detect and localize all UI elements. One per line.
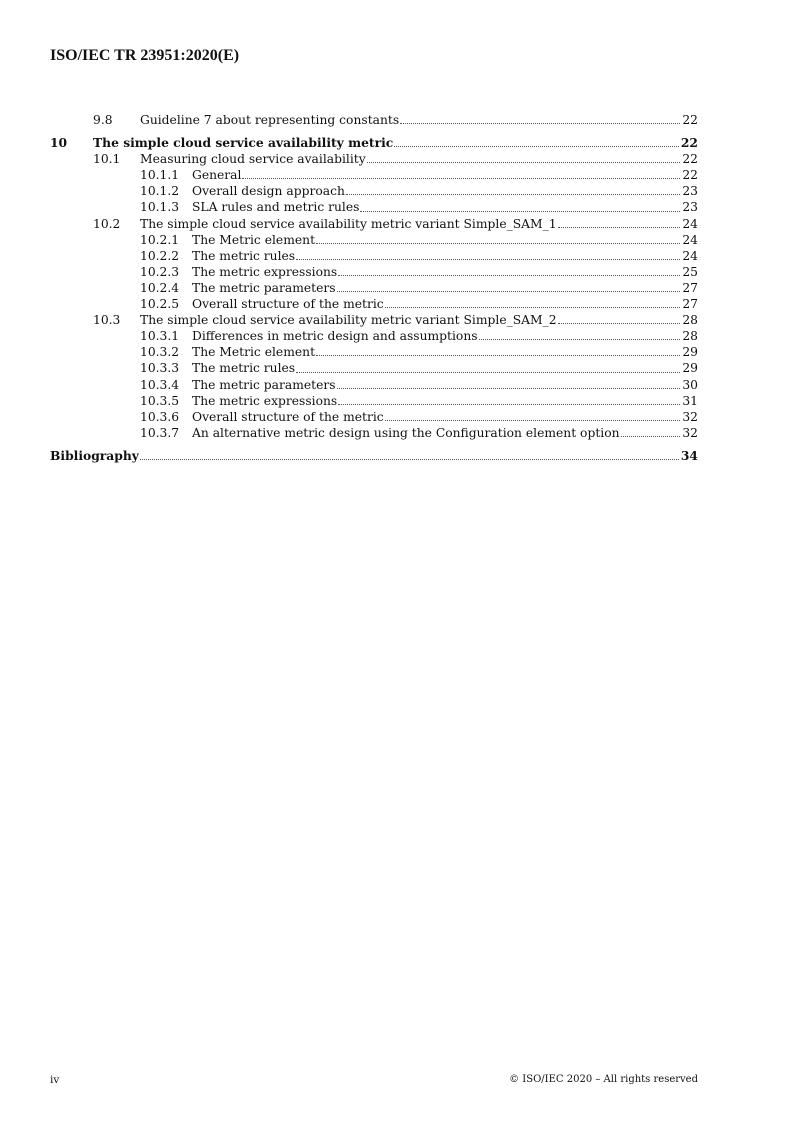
toc-entry-page: 32 xyxy=(682,409,698,424)
toc-entry[interactable] xyxy=(50,280,698,296)
toc-entry[interactable] xyxy=(50,425,698,441)
toc-entry-number: 10.2.3 xyxy=(140,264,180,279)
copyright-notice: © ISO/IEC 2020 – All rights reserved xyxy=(509,1074,698,1085)
toc-entry-page: 22 xyxy=(682,168,698,183)
dot-leader xyxy=(346,194,680,195)
dot-leader xyxy=(338,275,680,276)
toc-entry[interactable] xyxy=(50,344,698,360)
toc-entry[interactable] xyxy=(50,199,698,215)
dot-leader xyxy=(337,291,681,292)
toc-entry-page: 23 xyxy=(682,200,698,215)
dot-leader xyxy=(140,459,679,460)
toc-entry-title: The metric rules xyxy=(192,361,296,376)
dot-leader xyxy=(337,388,681,389)
toc-entry[interactable] xyxy=(50,409,698,425)
dot-leader xyxy=(479,339,681,340)
toc-entry-number: 10.2.4 xyxy=(140,280,180,295)
toc-entry-title: SLA rules and metric rules xyxy=(192,200,360,215)
toc-entry-number: 10.1 xyxy=(93,152,121,167)
toc-entry-page: 28 xyxy=(682,329,698,344)
toc-entry-number: 10.1.2 xyxy=(140,184,180,199)
toc-entry-title: The Metric element xyxy=(192,345,316,360)
toc-entry-page: 27 xyxy=(682,280,698,295)
toc-entry-page: 30 xyxy=(682,377,698,392)
toc-entry-number: 10.2.1 xyxy=(140,232,180,247)
toc-entry-number: 10.3.2 xyxy=(140,345,180,360)
dot-leader xyxy=(316,355,680,356)
dot-leader xyxy=(296,259,680,260)
toc-entry-title: Overall structure of the metric xyxy=(192,409,384,424)
toc-entry-title: The metric expressions xyxy=(192,393,338,408)
dot-leader xyxy=(558,323,681,324)
page-number-label: iv xyxy=(50,1074,60,1086)
toc-entry[interactable] xyxy=(50,183,698,199)
toc-entry[interactable] xyxy=(50,264,698,280)
toc-entry-title: An alternative metric design using the Configuration element option xyxy=(192,425,620,440)
dot-leader xyxy=(316,243,680,244)
toc-entry-title: Overall structure of the metric xyxy=(192,297,384,312)
toc-entry-page: 29 xyxy=(682,345,698,360)
toc-entry-title: Bibliography xyxy=(50,447,139,463)
toc-entry[interactable] xyxy=(50,360,698,376)
document-id-header: ISO/IEC TR 23951:2020(E) xyxy=(50,47,240,64)
toc-entry[interactable] xyxy=(50,312,698,328)
toc-entry-page: 28 xyxy=(682,313,698,328)
toc-entry-title: The simple cloud service availability metric variant Simple_SAM_1 xyxy=(140,216,557,231)
toc-entry-page: 32 xyxy=(682,425,698,440)
toc-entry-page: 29 xyxy=(682,361,698,376)
toc-entry-number: 10.1.1 xyxy=(140,168,180,183)
toc-entry-page: 24 xyxy=(682,216,698,231)
toc-entry-title: The metric parameters xyxy=(192,280,336,295)
dot-leader xyxy=(296,372,680,373)
toc-entry-number: 10.2.5 xyxy=(140,297,180,312)
dot-leader xyxy=(360,211,680,212)
toc-entry-number: 10.1.3 xyxy=(140,200,180,215)
toc-entry[interactable] xyxy=(50,167,698,183)
toc-entry[interactable] xyxy=(50,248,698,264)
toc-entry-title: Measuring cloud service availability xyxy=(140,152,366,167)
dot-leader xyxy=(385,307,681,308)
toc-entry-page: 27 xyxy=(682,297,698,312)
dot-leader xyxy=(621,436,681,437)
toc-entry-number: 9.8 xyxy=(93,113,113,127)
toc-entry[interactable] xyxy=(50,151,698,167)
toc-entry[interactable] xyxy=(50,328,698,344)
dot-leader xyxy=(385,420,681,421)
toc-entry[interactable] xyxy=(50,377,698,393)
dot-leader xyxy=(558,227,681,228)
dot-leader xyxy=(242,178,680,179)
toc-entry[interactable] xyxy=(50,112,698,128)
toc-entry-number: 10.3.5 xyxy=(140,393,180,408)
toc-entry-title: The metric rules xyxy=(192,248,296,263)
toc-entry-page: 24 xyxy=(682,232,698,247)
toc-entry-number: 10.3.4 xyxy=(140,377,180,392)
toc-entry-title: The simple cloud service availability metric xyxy=(93,135,394,151)
toc-entry-number: 10.3.3 xyxy=(140,361,180,376)
toc-entry-number: 10.3.6 xyxy=(140,409,180,424)
toc-entry-title: Overall design approach xyxy=(192,184,345,199)
toc-entry-number: 10.3 xyxy=(93,313,121,328)
toc-entry[interactable] xyxy=(50,135,698,151)
toc-entry-page: 23 xyxy=(682,184,698,199)
toc-entry-page: 24 xyxy=(682,248,698,263)
dot-leader xyxy=(338,404,680,405)
toc-entry[interactable] xyxy=(50,296,698,312)
toc-entry-page: 25 xyxy=(682,264,698,279)
toc-entry-title: The metric parameters xyxy=(192,377,336,392)
toc-entry-title: The metric expressions xyxy=(192,264,338,279)
dot-leader xyxy=(394,146,679,147)
toc-entry-title: The simple cloud service availability metric variant Simple_SAM_2 xyxy=(140,313,557,328)
toc-entry[interactable] xyxy=(50,448,698,464)
toc-entry-page: 22 xyxy=(680,135,698,151)
toc-entry-number: 10.3.7 xyxy=(140,425,180,440)
toc-entry[interactable] xyxy=(50,216,698,232)
toc-entry-title: General xyxy=(192,168,242,183)
toc-entry-number: 10.2 xyxy=(93,216,121,231)
toc-entry-number: 10.2.2 xyxy=(140,248,180,263)
dot-leader xyxy=(367,162,681,163)
toc-entry-number: 10.3.1 xyxy=(140,329,180,344)
toc-entry-title: The Metric element xyxy=(192,232,316,247)
toc-entry-page: 22 xyxy=(682,152,698,167)
toc-entry-page: 31 xyxy=(682,393,698,408)
toc-entry[interactable] xyxy=(50,232,698,248)
dot-leader xyxy=(400,123,680,124)
toc-entry-title: Guideline 7 about representing constants xyxy=(140,113,400,127)
toc-entry-page: 22 xyxy=(682,113,698,127)
toc-entry-page: 34 xyxy=(680,447,698,463)
toc-entry-number: 10 xyxy=(50,135,68,151)
toc-entry[interactable] xyxy=(50,393,698,409)
toc-entry-title: Differences in metric design and assumptions xyxy=(192,329,478,344)
table-of-contents xyxy=(50,112,698,464)
